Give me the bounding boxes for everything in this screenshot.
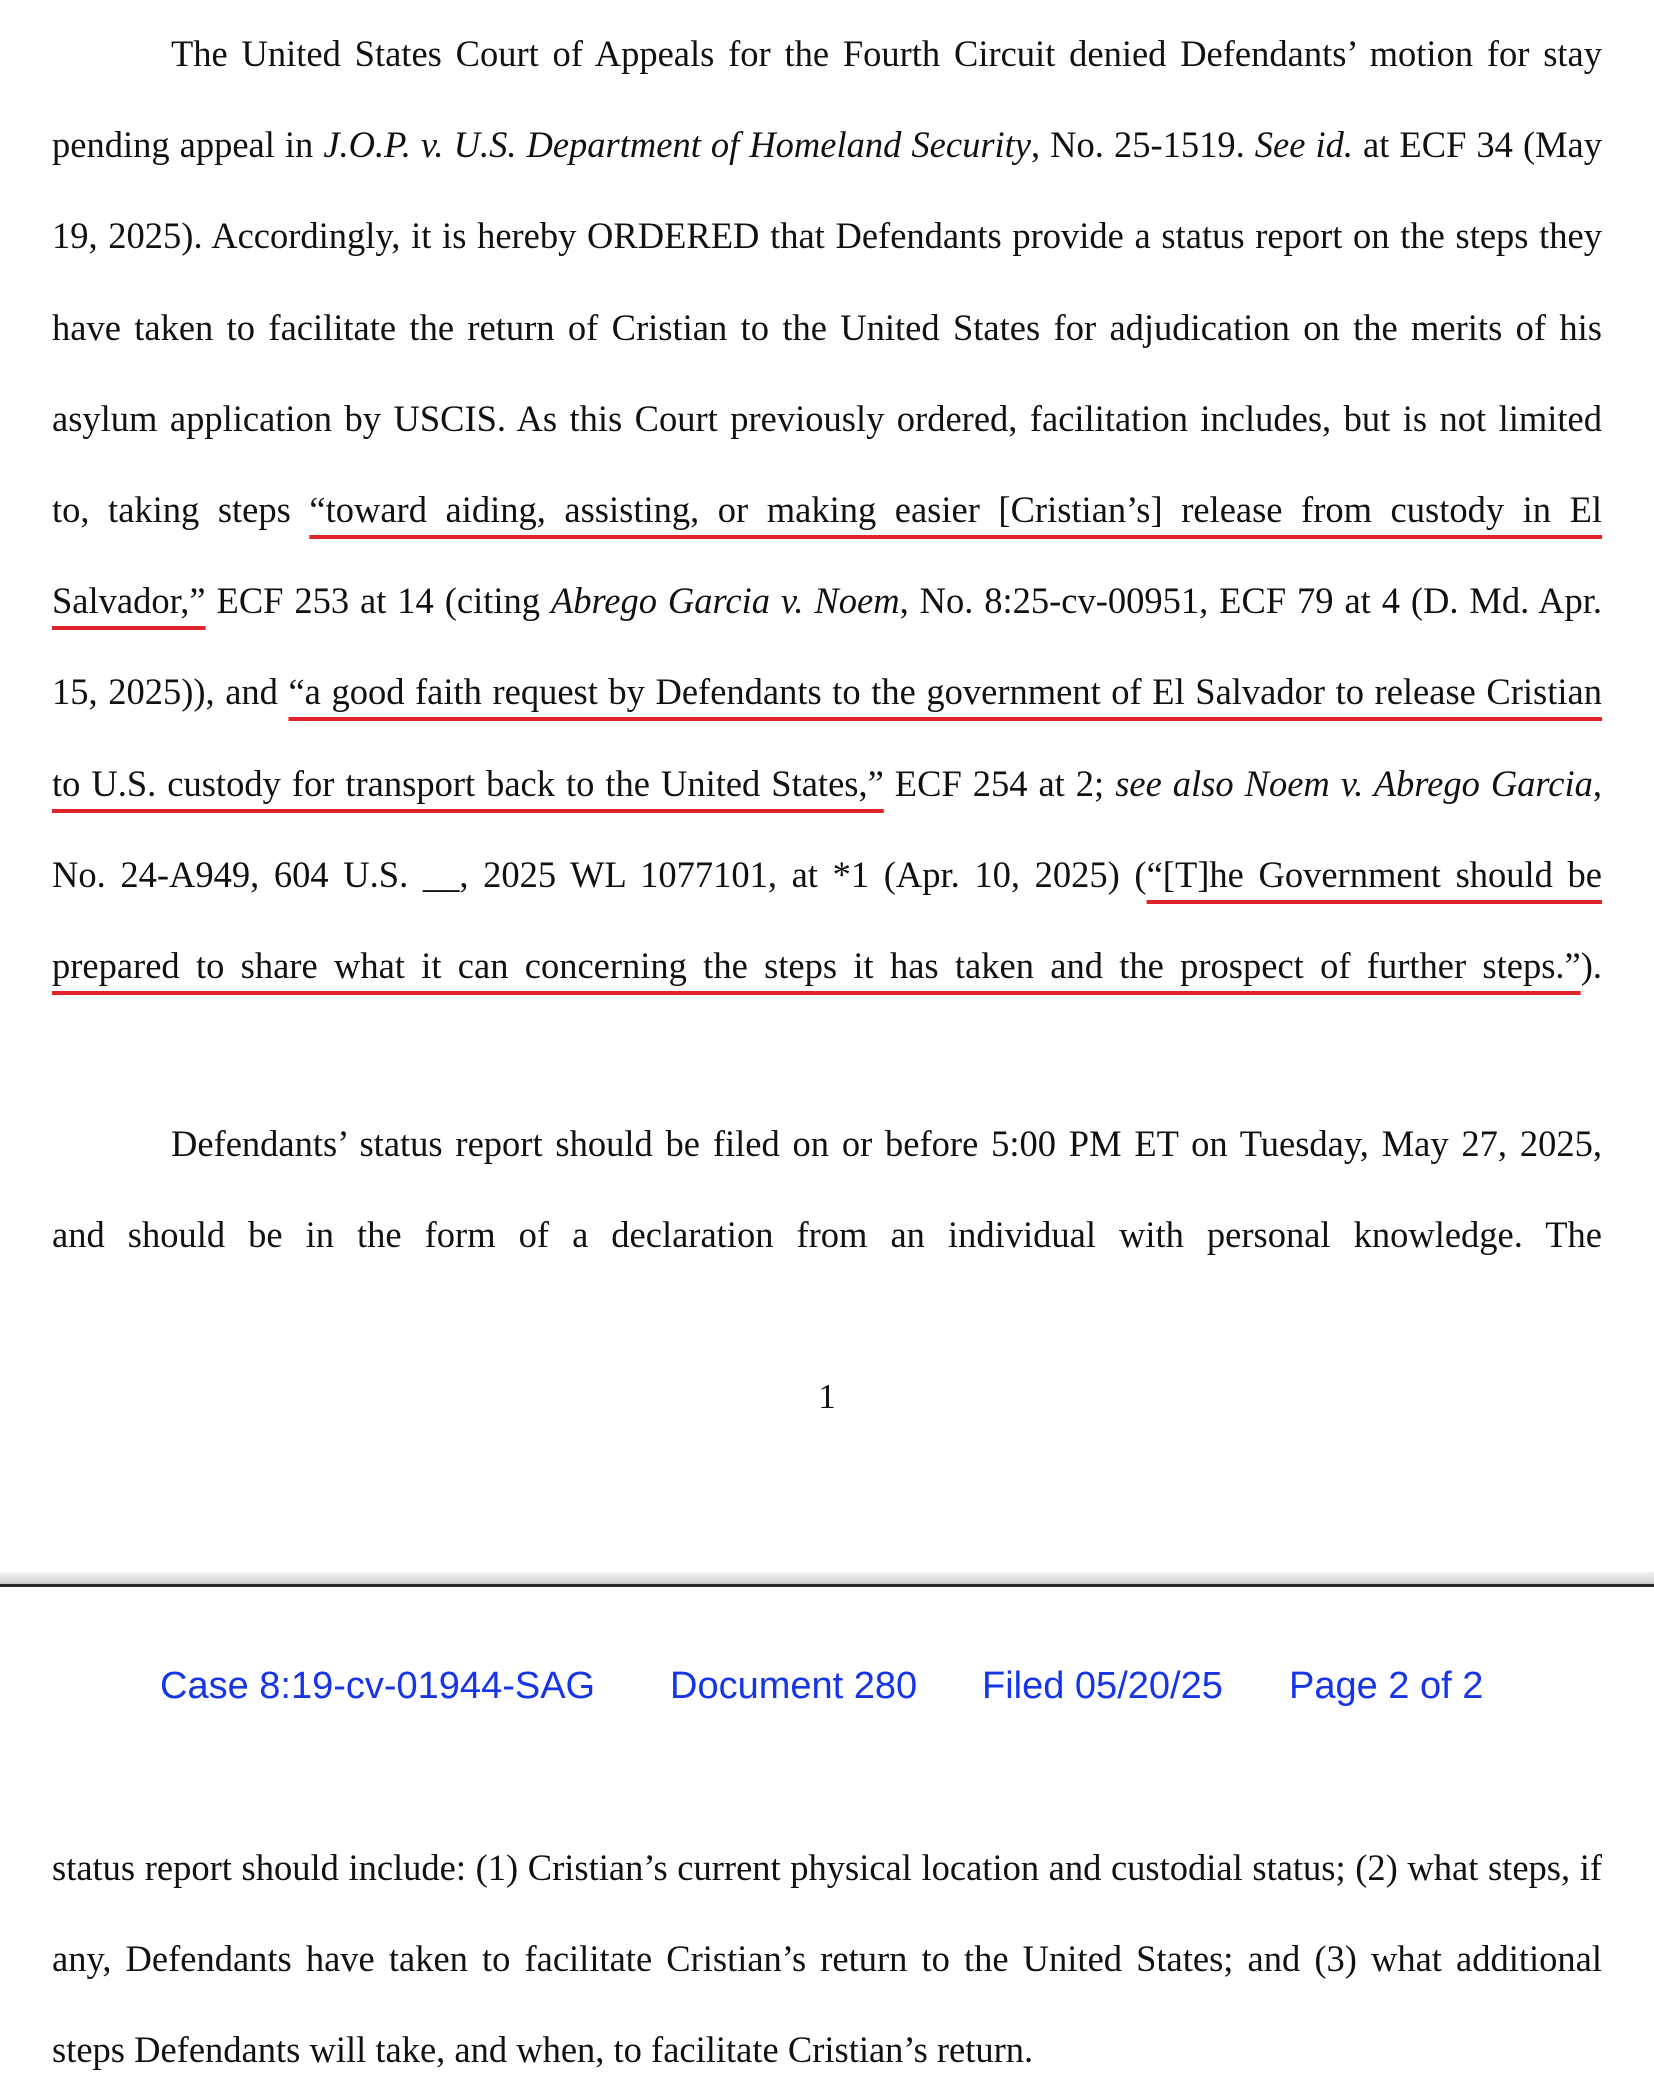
highlighted-quote: “[T]he Government should be prepared to share what it can concerning the steps it has taken and the prospect of further steps.”: [52, 853, 1602, 987]
text-run: ECF 253 at 14 (citing: [205, 580, 551, 622]
text-run: at ECF 34 (May 19, 2025). Accordingly, it is hereby ORDERED that Defendants provide a status report on the steps they have taken to facilitate the return of Cristian to the United States for adjudication on the merits of his asylum application by USCIS. As this Court previously ordered, facilitation includes, but is not limited to, taking steps: [52, 124, 1603, 531]
text-run: ECF 254 at 2;: [883, 762, 1116, 804]
case-number: Case 8:19-cv-01944-SAG: [160, 1665, 596, 1707]
filed-date: Filed 05/20/25: [982, 1665, 1223, 1707]
case-citation: Abrego Garcia v. Noem: [550, 580, 900, 622]
text-run: , No. 25-1519.: [1031, 124, 1255, 166]
highlighted-quote: “a good faith request by Defendants to the government of El Salvador to release Cristian to U.S. custody for transport back to the United States,”: [52, 671, 1602, 804]
page-break-divider: [0, 1584, 1654, 1587]
document-number: Document 280: [670, 1665, 918, 1707]
text-run: The United States Court of Appeals for the Fourth Circuit denied Defendants’ motion for stay pending appeal in: [52, 33, 1602, 166]
text-run: , No. 24-A949, 604 U.S. __, 2025 WL 1077101, at *1 (Apr. 10, 2025) (: [52, 762, 1602, 895]
see-also-citation: see also Noem v. Abrego Garcia: [1115, 762, 1593, 804]
case-citation: J.O.P. v. U.S. Department of Homeland Security: [323, 124, 1032, 166]
see-id-signal: See id.: [1254, 124, 1353, 166]
text-run: ).: [1580, 945, 1602, 987]
highlighted-quote: “toward aiding, assisting, or making easier [Cristian’s] release from custody in El Salvador,”: [52, 489, 1603, 622]
page-number: 1: [818, 1377, 836, 1416]
order-paragraph: [52, 8, 1602, 1011]
requirements-paragraph: status report should include: (1) Cristian’s current physical location and custodial status; (2) what steps, if any, Defendants have taken to facilitate Cristian’s return to the United States; and (3) what additional steps Defendants will take, and when, to facilitate Cristian’s return.: [52, 1847, 1602, 2071]
page-count: Page 2 of 2: [1289, 1665, 1484, 1707]
text-run: , No. 8:25-cv-00951, ECF 79 at 4 (D. Md. Apr. 15, 2025)), and: [52, 580, 1603, 713]
deadline-paragraph: Defendants’ status report should be filed on or before 5:00 PM ET on Tuesday, May 27, 2025, and should be in the form of a declaration from an individual with personal knowledge. The: [52, 1123, 1602, 1256]
